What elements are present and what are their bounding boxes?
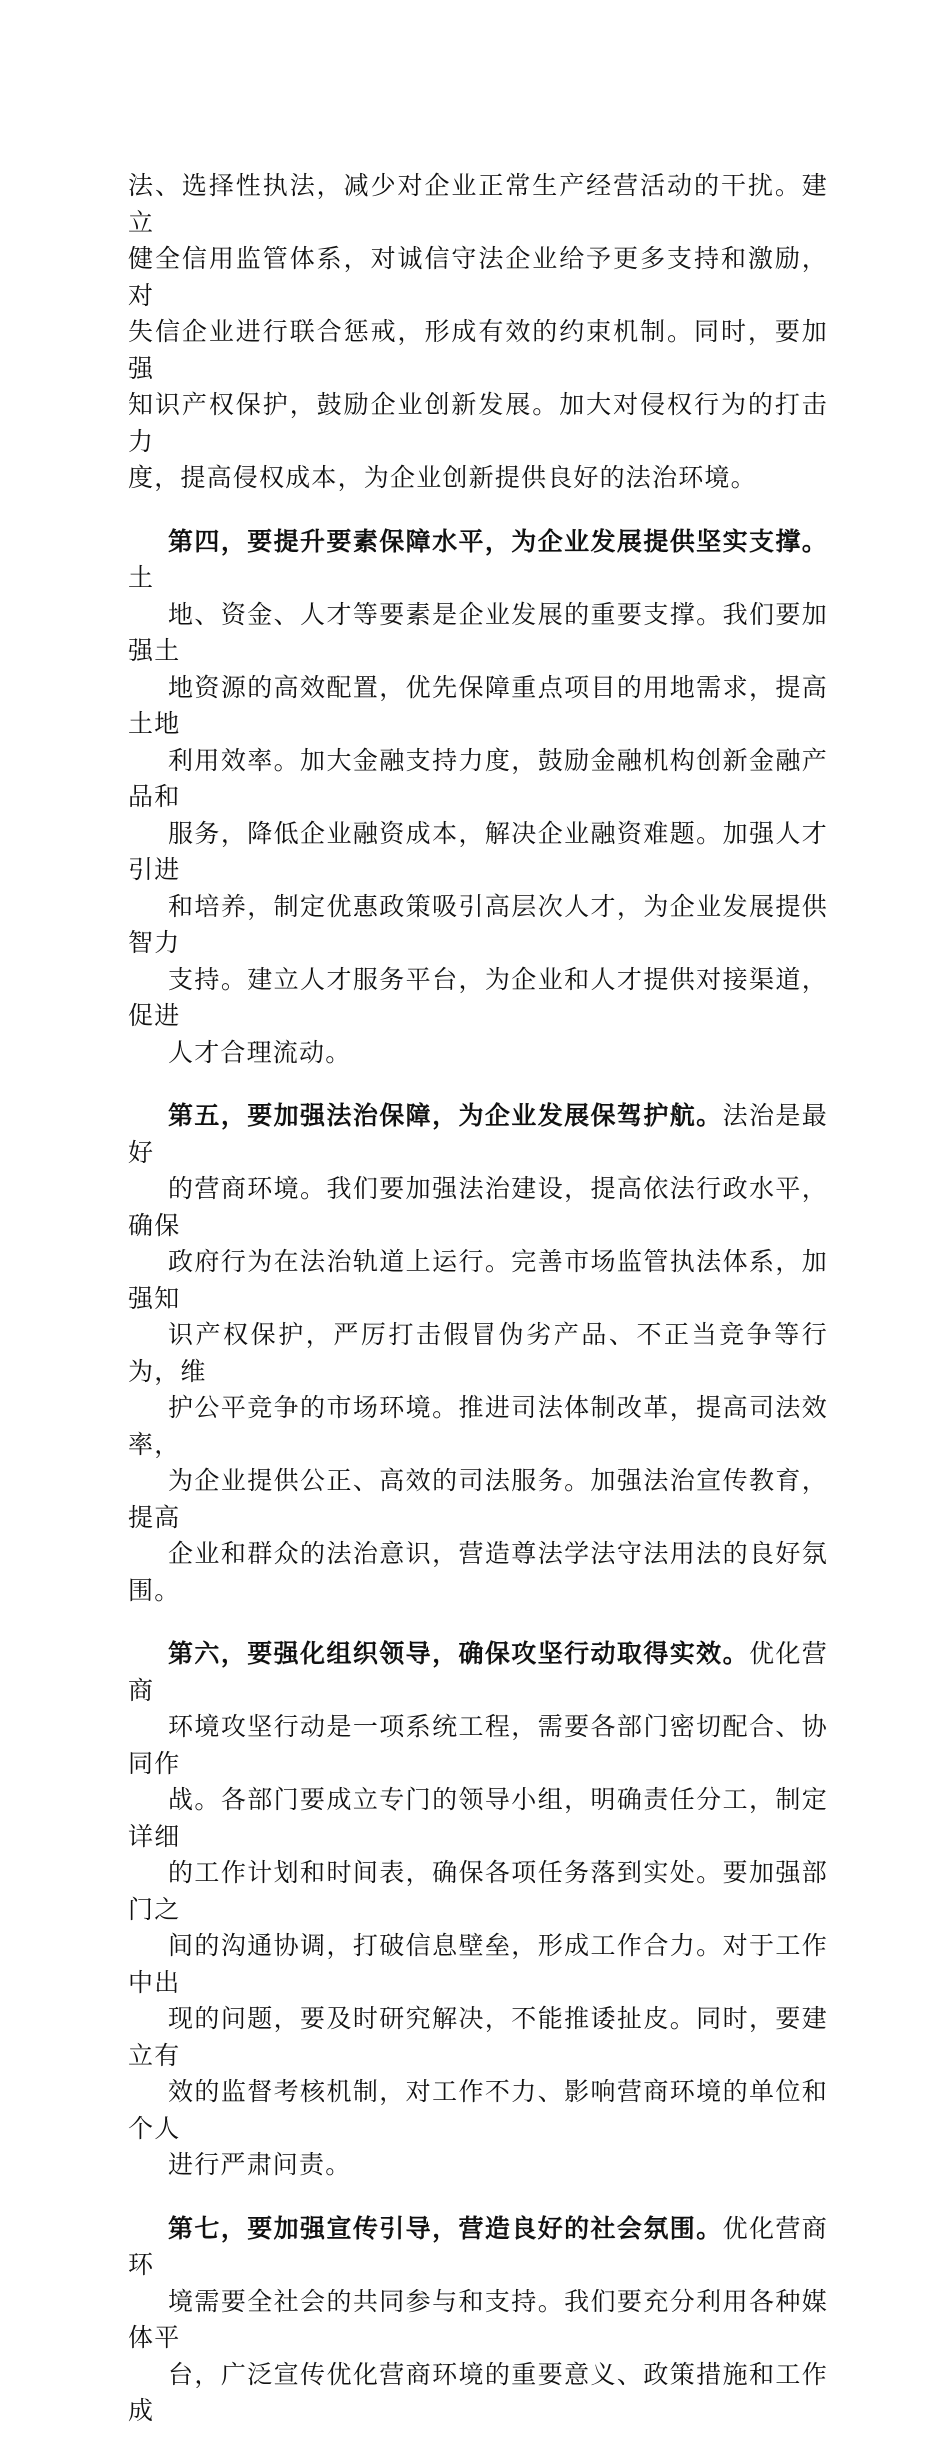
paragraph-seventh xyxy=(128,2211,828,2430)
text-line: 法、选择性执法，减少对企业正常生产经营活动的干扰。建立 xyxy=(128,171,828,237)
text-line: 现的问题，要及时研究解决，不能推诿扯皮。同时，要建立有 xyxy=(128,2004,828,2070)
text-fragment: 法治是最好 xyxy=(128,1101,829,1167)
text-line xyxy=(128,1098,828,1171)
text-line: 环境攻坚行动是一项系统工程，需要各部门密切配合、协同作 xyxy=(128,1712,828,1778)
paragraph-fifth xyxy=(128,1098,828,1609)
text-line: 政府行为在法治轨道上运行。完善市场监管执法体系，加强知 xyxy=(128,1247,828,1313)
text-line: 知识产权保护，鼓励企业创新发展。加大对侵权行为的打击力 xyxy=(128,390,828,456)
text-line: 失信企业进行联合惩戒，形成有效的约束机制。同时，要加强 xyxy=(128,317,828,383)
text-line: 支持。建立人才服务平台，为企业和人才提供对接渠道，促进 xyxy=(128,964,828,1030)
text-fragment: 土 xyxy=(128,563,155,592)
text-line: 利用效率。加大金融支持力度，鼓励金融机构创新金融产品和 xyxy=(128,745,828,811)
text-fragment: 优化营商环 xyxy=(128,2213,829,2279)
text-line: 的营商环境。我们要加强法治建设，提高依法行政水平，确保 xyxy=(128,1174,828,1240)
paragraph-heading: 第四，要提升要素保障水平，为企业发展提供坚实支撑。 xyxy=(168,526,828,556)
text-line: 的工作计划和时间表，确保各项任务落到实处。要加强部门之 xyxy=(128,1858,828,1924)
text-line: 地资源的高效配置，优先保障重点项目的用地需求，提高土地 xyxy=(128,672,828,738)
text-line: 服务，降低企业融资成本，解决企业融资难题。加强人才引进 xyxy=(128,818,828,884)
paragraph-heading: 第七，要加强宣传引导，营造良好的社会氛围。 xyxy=(168,2213,723,2243)
text-line: 和培养，制定优惠政策吸引高层次人才，为企业发展提供智力 xyxy=(128,891,828,957)
text-line: 进行严肃问责。 xyxy=(168,2150,352,2179)
text-line: 间的沟通协调，打破信息壁垒，形成工作合力。对于工作中出 xyxy=(128,1931,828,1997)
text-fragment: 优化营商 xyxy=(128,1639,829,1705)
text-line: 效的监督考核机制，对工作不力、影响营商环境的单位和个人 xyxy=(128,2077,828,2143)
text-line: 企业和群众的法治意识，营造尊法学法守法用法的良好氛围。 xyxy=(128,1539,828,1605)
text-line: 健全信用监管体系，对诚信守法企业给予更多支持和激励，对 xyxy=(128,244,828,310)
paragraph-sixth xyxy=(128,1636,828,2184)
text-line: 境需要全社会的共同参与和支持。我们要充分利用各种媒体平 xyxy=(128,2286,828,2352)
document-page xyxy=(128,168,828,2457)
paragraph-fourth xyxy=(128,524,828,1072)
text-line: 战。各部门要成立专门的领导小组，明确责任分工，制定详细 xyxy=(128,1785,828,1851)
text-line: 地、资金、人才等要素是企业发展的重要支撑。我们要加强土 xyxy=(128,599,828,665)
paragraph-heading: 第五，要加强法治保障，为企业发展保驾护航。 xyxy=(168,1101,723,1130)
text-line: 护公平竞争的市场环境。推进司法体制改革，提高司法效率， xyxy=(128,1393,828,1459)
text-line: 台，广泛宣传优化营商环境的重要意义、政策措施和工作成 xyxy=(128,2359,828,2425)
text-line xyxy=(128,524,828,597)
text-line: 为企业提供公正、高效的司法服务。加强法治宣传教育，提高 xyxy=(128,1466,828,1532)
text-line xyxy=(128,2211,828,2284)
text-line: 度，提高侵权成本，为企业创新提供良好的法治环境。 xyxy=(128,463,757,492)
text-line: 识产权保护，严厉打击假冒伪劣产品、不正当竞争等行为，维 xyxy=(128,1320,828,1386)
paragraph-heading: 第六，要强化组织领导，确保攻坚行动取得实效。 xyxy=(168,1639,749,1668)
text-line xyxy=(128,1636,828,1709)
paragraph-continuation xyxy=(128,168,828,497)
text-line: 人才合理流动。 xyxy=(168,1037,352,1067)
